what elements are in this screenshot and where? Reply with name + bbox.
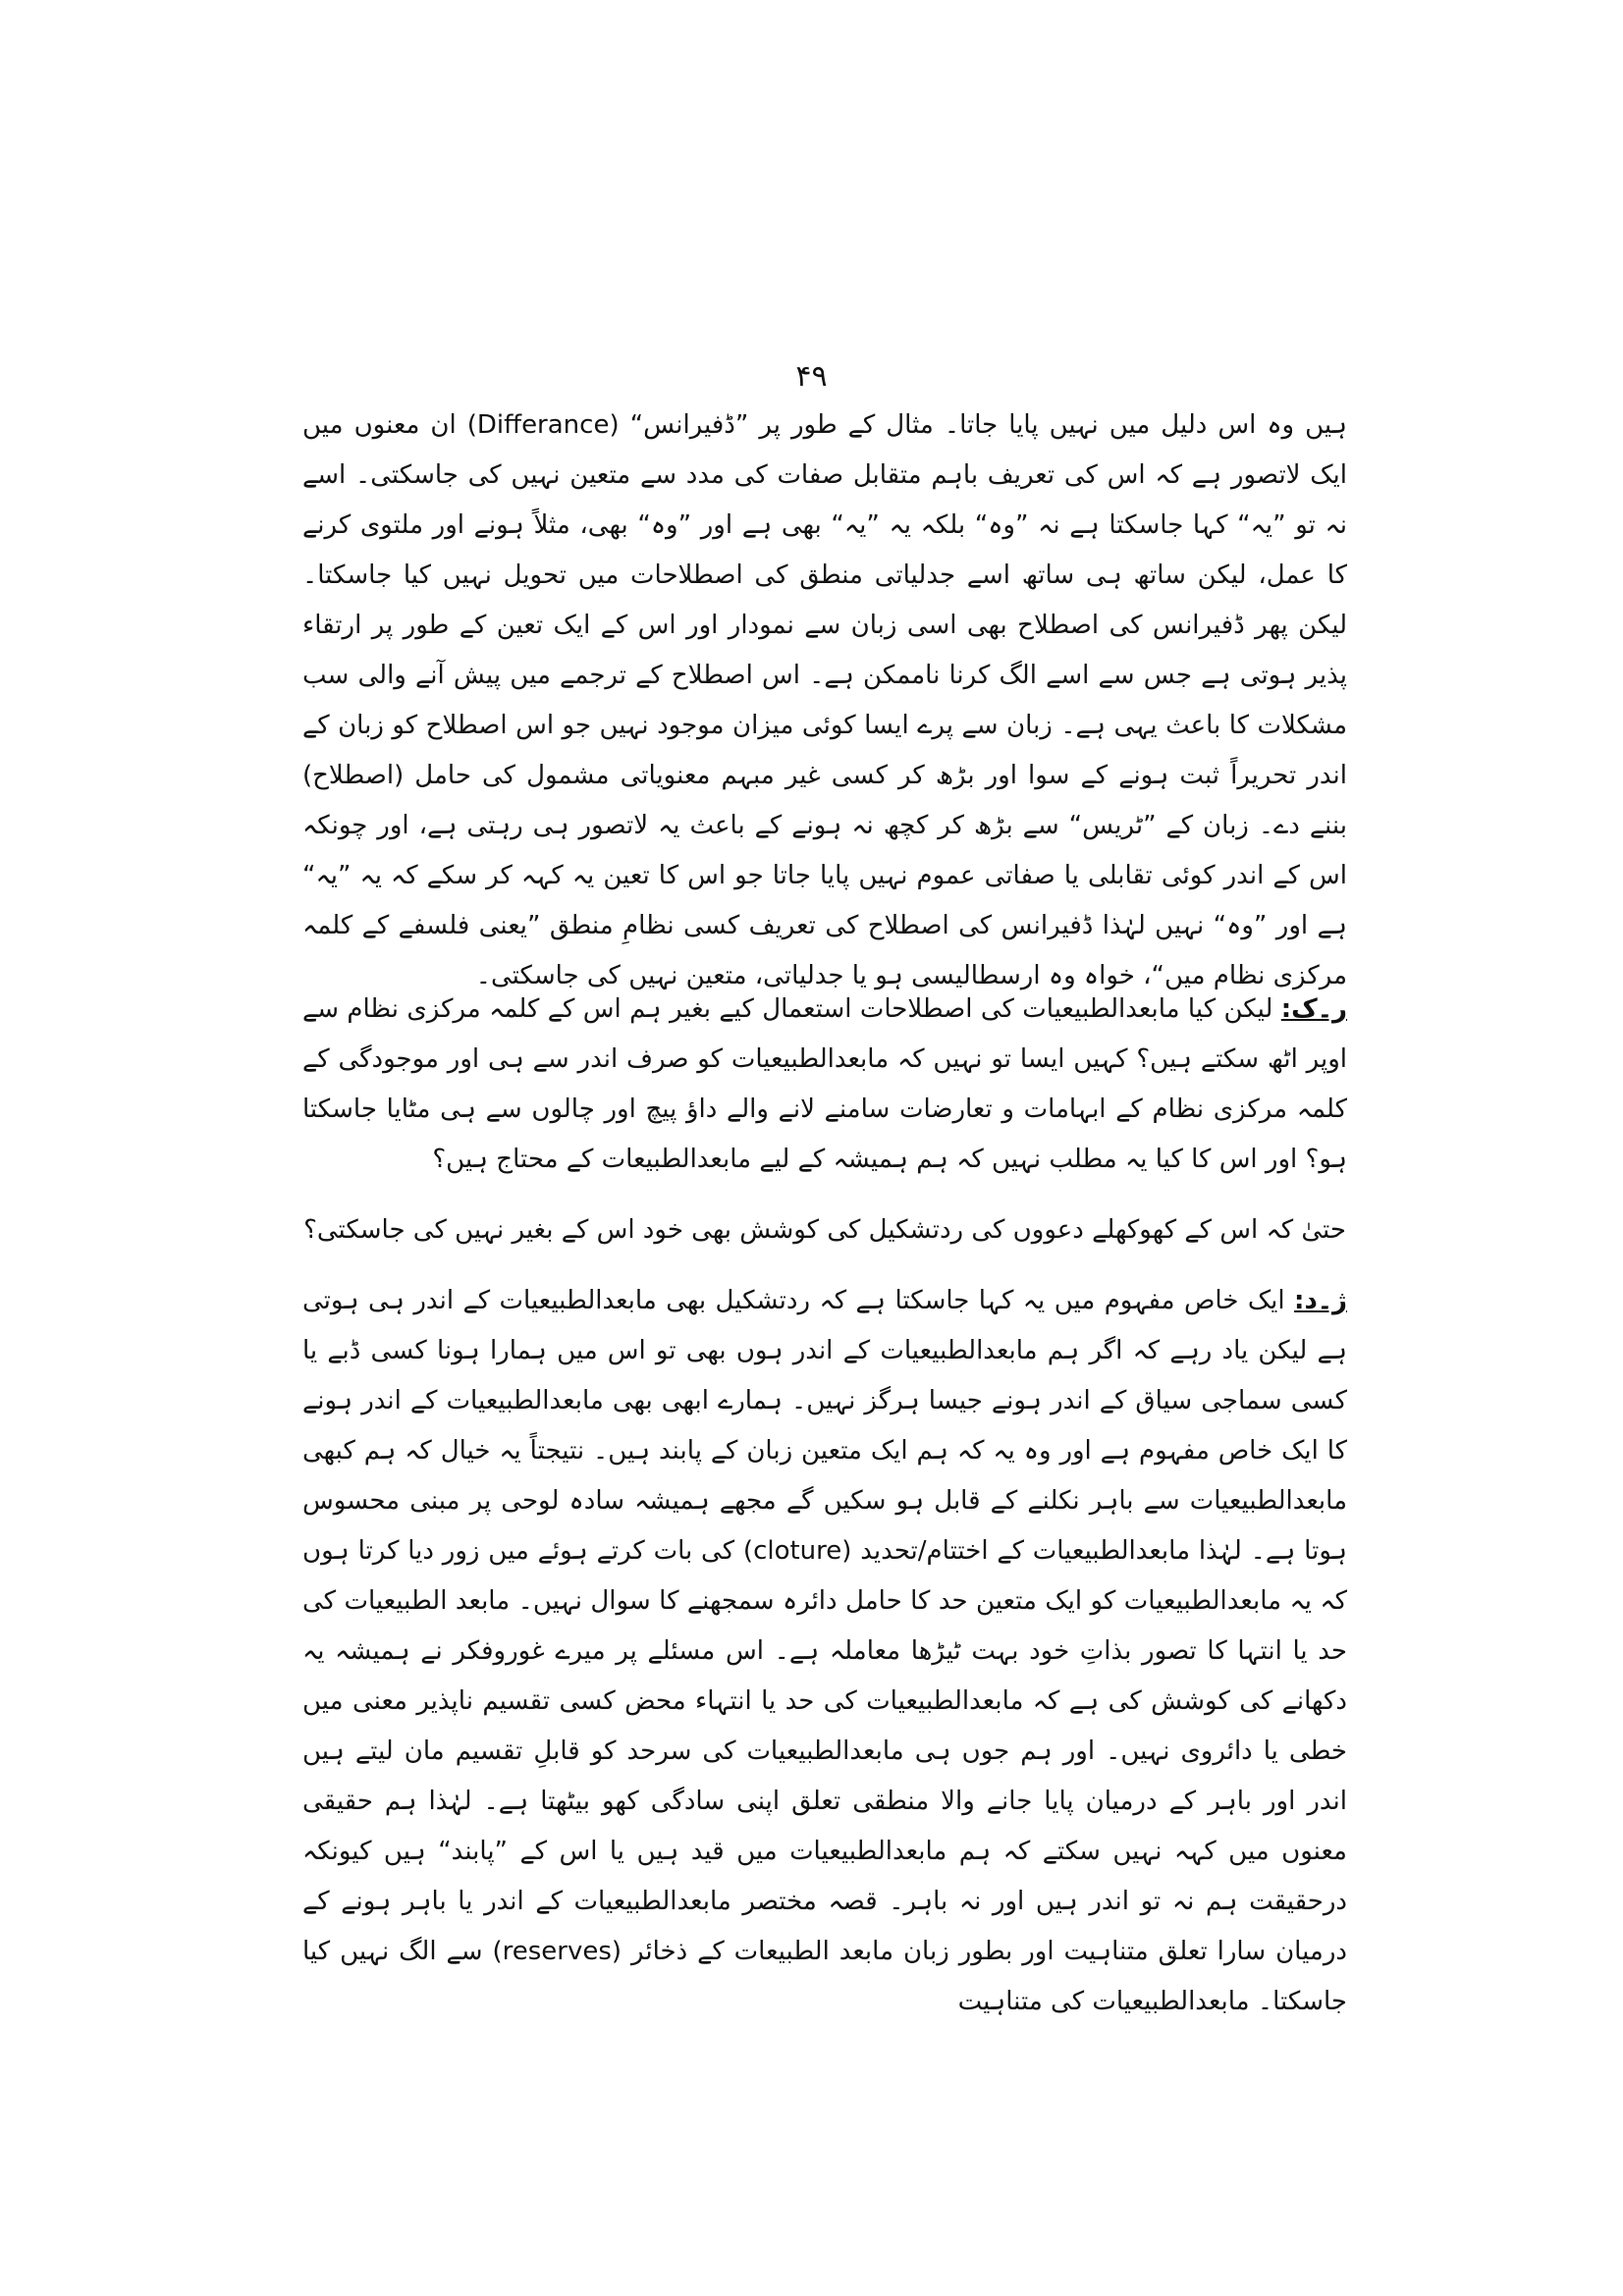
speaker-label-jd: ژ۔د: — [1294, 1286, 1347, 1315]
paragraph-3: حتیٰ کہ اس کے کھوکھلے دعووں کی ردتشکیل کی کوشش بھی خود اس کے بغیر نہیں کی جاسکتی؟ — [303, 1215, 1346, 1245]
paragraph-2-text: لیکن کیا مابعدالطبیعیات کی اصطلاحات استعمال کیے بغیر ہم اس کے کلمہ مرکزی نظام سے اوپر اٹھ سکتے ہیں؟ کہیں ایسا تو نہیں کہ مابعدالطبیعیات کو صرف اندر سے ہی اور موجودگی کے کلمہ مرکزی نظام کے ابہامات و تعارضات سامنے لانے والے داؤ پیچ اور چالوں سے ہی مٹایا جاسکتا ہو؟ اور اس کا کیا یہ مطلب نہیں کہ ہم ہمیشہ کے لیے مابعدالطبیعات کے محتاج ہیں؟ — [302, 994, 1347, 1174]
body-text-block-2 — [302, 985, 1347, 1185]
paragraph-2 — [302, 985, 1347, 1185]
page-number: ۴۹ — [795, 359, 828, 394]
body-text-block-4 — [302, 1276, 1347, 2027]
speaker-label-rk: ر۔ک: — [1280, 994, 1347, 1024]
paragraph-1: ہیں وہ اس دلیل میں نہیں پایا جاتا۔ مثال کے طور پر ”ڈفیرانس“ (Differance) ان معنوں میں ایک لاتصور ہے کہ اس کی تعریف باہم متقابل صفات کی مدد سے متعین نہیں کی جاسکتی۔ اسے نہ تو ”یہ“ کہا جاسکتا ہے نہ ”وہ“ بلکہ یہ ”یہ“ بھی ہے اور ”وہ“ بھی، مثلاً ہونے اور ملتوی کرنے کا عمل، لیکن ساتھ ہی ساتھ اسے جدلیاتی منطق کی اصطلاحات میں تحویل نہیں کیا جاسکتا۔ لیکن پھر ڈفیرانس کی اصطلاح بھی اسی زبان سے نمودار اور اس کے ایک تعین کے طور پر ارتقاء پذیر ہوتی ہے جس سے اسے الگ کرنا ناممکن ہے۔ اس اصطلاح کے ترجمے میں پیش آنے والی سب مشکلات کا باعث یہی ہے۔ زبان سے پرے ایسا کوئی میزان موجود نہیں جو اس اصطلاح کو زبان کے اندر تحریراً ثبت ہونے کے سوا اور بڑھ کر کسی غیر مبہم معنویاتی مشمول کی حامل (اصطلاح) بننے دے۔ زبان کے ”ٹریس“ سے بڑھ کر کچھ نہ ہونے کے باعث یہ لاتصور ہی رہتی ہے، اور چونکہ اس کے اندر کوئی تقابلی یا صفاتی عموم نہیں پایا جاتا جو اس کا تعین یہ کہہ کر سکے کہ یہ ”یہ“ ہے اور ”وہ“ نہیں لہٰذا ڈفیرانس کی اصطلاح کی تعریف کسی نظامِ منطق ”یعنی فلسفے کے کلمہ مرکزی نظام میں“، خواہ وہ ارسطالیسی ہو یا جدلیاتی، متعین نہیں کی جاسکتی۔ — [302, 410, 1347, 990]
body-text-block-3 — [302, 1205, 1347, 1255]
paragraph-4-text: ایک خاص مفہوم میں یہ کہا جاسکتا ہے کہ ردتشکیل بھی مابعدالطبیعیات کے اندر ہی ہوتی ہے لیکن یاد رہے کہ اگر ہم مابعدالطبیعیات کے اندر ہوں بھی تو اس میں ہمارا ہونا کسی ڈبے یا کسی سماجی سیاق کے اندر ہونے جیسا ہرگز نہیں۔ ہمارے ابھی بھی مابعدالطبیعیات کے اندر ہونے کا ایک خاص مفہوم ہے اور وہ یہ کہ ہم ایک متعین زبان کے پابند ہیں۔ نتیجتاً یہ خیال کہ ہم کبھی مابعدالطبیعیات سے باہر نکلنے کے قابل ہو سکیں گے مجھے ہمیشہ سادہ لوحی پر مبنی محسوس ہوتا ہے۔ لہٰذا مابعدالطبیعیات کے اختتام/تحدید (cloture) کی بات کرتے ہوئے میں زور دیا کرتا ہوں کہ یہ مابعدالطبیعیات کو ایک متعین حد کا حامل دائرہ سمجھنے کا سوال نہیں۔ مابعد الطبیعیات کی حد یا انتہا کا تصور بذاتِ خود بہت ٹیڑھا معاملہ ہے۔ اس مسئلے پر میرے غوروفکر نے ہمیشہ یہ دکھانے کی کوشش کی ہے کہ مابعدالطبیعیات کی حد یا انتہاء محض کسی تقسیم ناپذیر معنی میں خطی یا دائروی نہیں۔ اور ہم جوں ہی مابعدالطبیعیات کی سرحد کو قابلِ تقسیم مان لیتے ہیں اندر اور باہر کے درمیان پایا جانے والا منطقی تعلق اپنی سادگی کھو بیٹھتا ہے۔ لہٰذا ہم حقیقی معنوں میں کہہ نہیں سکتے کہ ہم مابعدالطبیعیات میں قید ہیں یا اس کے ”پابند“ ہیں کیونکہ درحقیقت ہم نہ تو اندر ہیں اور نہ باہر۔ قصہ مختصر مابعدالطبیعیات کے اندر یا باہر ہونے کے درمیان سارا تعلق متناہیت اور بطور زبان مابعد الطبیعات کے ذخائر (reserves) سے الگ نہیں کیا جاسکتا۔ مابعدالطبیعیات کی متناہیت — [302, 1286, 1347, 2016]
body-text-block-1 — [302, 400, 1347, 1001]
paragraph-4 — [302, 1276, 1347, 2027]
